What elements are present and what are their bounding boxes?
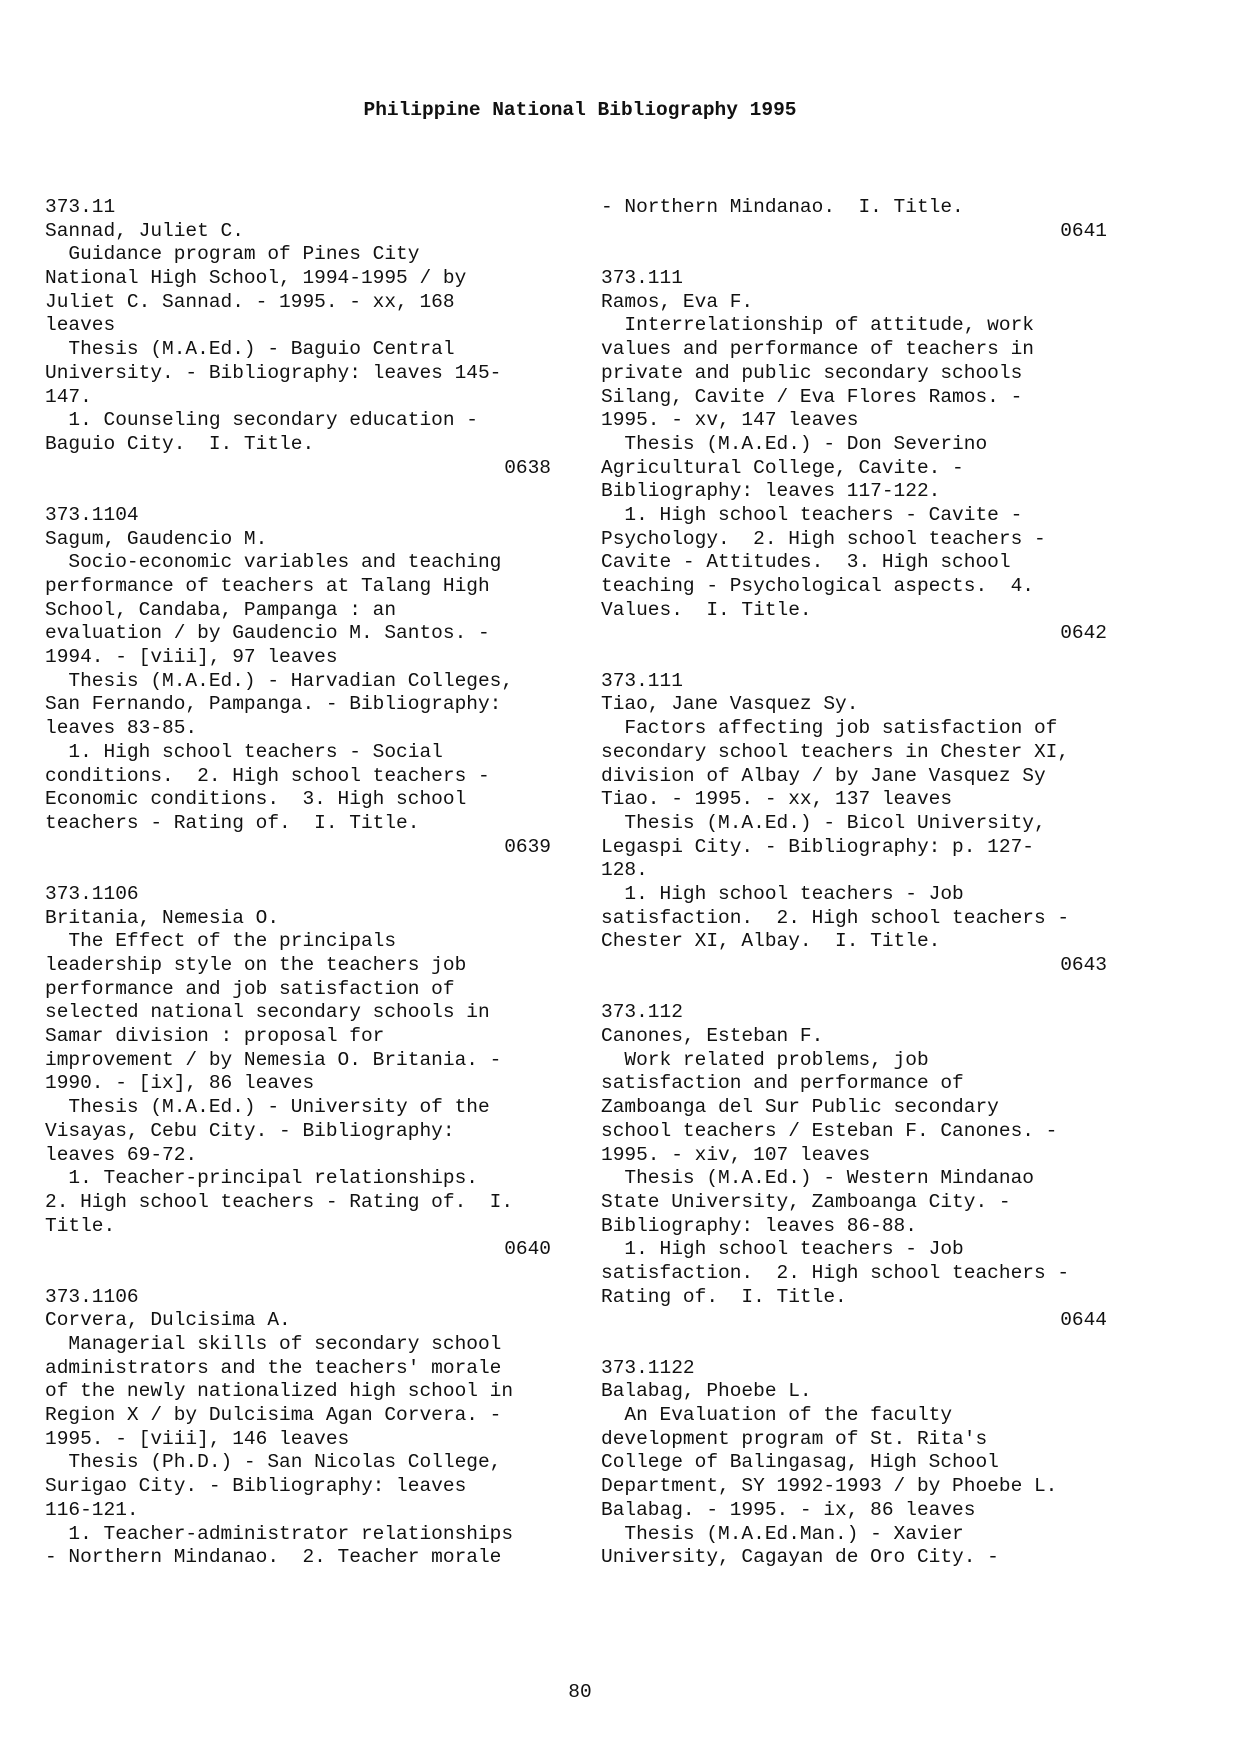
entry-line: 1994. - [viii], 97 leaves (45, 646, 338, 669)
entry-line: Tiao, Jane Vasquez Sy. (601, 693, 859, 716)
entry-line: Chester XI, Albay. I. Title. (601, 930, 941, 953)
entry-spacer (601, 1333, 1121, 1357)
entry-line: 1. Teacher-administrator relationships (45, 1522, 514, 1545)
entry-line: evaluation / by Gaudencio M. Santos. - (45, 622, 490, 645)
entry-number: 0638 (504, 456, 551, 479)
entry-line: 2. High school teachers - Rating of. I. (45, 1190, 514, 1213)
bibliography-entry (45, 1286, 565, 1570)
entry-line: Thesis (M.A.Ed.) - University of the (45, 1096, 490, 1119)
entry-line: Region X / by Dulcisima Agan Corvera. - (45, 1404, 502, 1427)
entry-line: Economic conditions. 3. High school (45, 788, 467, 811)
entry-line: Department, SY 1992-1993 / by Phoebe L. (601, 1475, 1058, 1498)
entry-line: Corvera, Dulcisima A. (45, 1309, 291, 1332)
entry-line: 1. High school teachers - Social (45, 740, 443, 763)
entry-line: administrators and the teachers' morale (45, 1356, 502, 1379)
entry-line: development program of St. Rita's (601, 1427, 988, 1450)
entry-line: leaves 69-72. (45, 1143, 198, 1166)
entry-line: Balabag, Phoebe L. (601, 1380, 812, 1403)
page-title: Philippine National Bibliography 1995 (363, 99, 797, 121)
entry-line: teachers - Rating of. I. Title. (45, 811, 420, 834)
entry-line: Ramos, Eva F. (601, 290, 754, 313)
entry-line: - Northern Mindanao. 2. Teacher morale (45, 1546, 502, 1569)
entry-line: Bibliography: leaves 86-88. (601, 1214, 917, 1237)
bibliography-entry (45, 883, 565, 1262)
bibliography-entry (601, 1001, 1121, 1333)
entry-number: 0642 (1060, 622, 1107, 645)
entry-line: University. - Bibliography: leaves 145- (45, 361, 502, 384)
entry-line: 1990. - [ix], 86 leaves (45, 1072, 315, 1095)
entry-line: performance of teachers at Talang High (45, 575, 490, 597)
entry-spacer (601, 243, 1121, 267)
entry-line: Baguio City. I. Title. (45, 432, 315, 455)
entry-line: 116-121. (45, 1498, 139, 1521)
entry-line: Managerial skills of secondary school (45, 1333, 502, 1355)
entry-line: Juliet C. Sannad. - 1995. - xx, 168 (45, 290, 455, 313)
entry-line: Silang, Cavite / Eva Flores Ramos. - (601, 385, 1023, 408)
entry-line: 373.1104 (45, 503, 139, 526)
entry-line: Bibliography: leaves 117-122. (601, 480, 941, 503)
entry-line: Sannad, Juliet C. (45, 219, 244, 242)
entry-line: Cavite - Attitudes. 3. High school (601, 551, 1011, 574)
bibliography-entry (45, 196, 565, 480)
entry-line: 1. Teacher-principal relationships. (45, 1167, 478, 1190)
entry-line: Thesis (M.A.Ed.) - Harvadian Colleges, (45, 669, 514, 692)
entry-line: Tiao. - 1995. - xx, 137 leaves (601, 788, 953, 811)
entry-line: satisfaction. 2. High school teachers - (601, 906, 1070, 929)
entry-line: 373.112 (601, 1001, 683, 1024)
entry-line: University, Cagayan de Oro City. - (601, 1546, 999, 1569)
entry-line: Surigao City. - Bibliography: leaves (45, 1475, 467, 1498)
entry-line: Socio-economic variables and teaching (45, 551, 502, 574)
entry-line: conditions. 2. High school teachers - (45, 764, 490, 787)
entry-line: Legaspi City. - Bibliography: p. 127- (601, 835, 1034, 858)
page-number: 80 (568, 1681, 592, 1703)
entry-line: Canones, Esteban F. (601, 1025, 824, 1048)
bibliography-entry (601, 1357, 1121, 1570)
entry-line: 373.111 (601, 669, 683, 692)
entry-line: Psychology. 2. High school teachers - (601, 527, 1046, 550)
entry-line: division of Albay / by Jane Vasquez Sy (601, 764, 1046, 787)
entry-line: Thesis (M.A.Ed.Man.) - Xavier (601, 1522, 964, 1545)
entry-line: selected national secondary schools in (45, 1001, 490, 1024)
entry-line: State University, Zamboanga City. - (601, 1190, 1011, 1213)
entry-line: 373.1106 (45, 882, 139, 905)
entry-line: Sagum, Gaudencio M. (45, 527, 268, 550)
entry-number: 0639 (504, 835, 551, 858)
entry-line: Visayas, Cebu City. - Bibliography: (45, 1119, 455, 1142)
entry-line: Thesis (M.A.Ed.) - Bicol University, (601, 811, 1046, 834)
entry-line: Britania, Nemesia O. (45, 906, 280, 929)
entry-line: Balabag. - 1995. - ix, 86 leaves (601, 1498, 976, 1521)
entry-number: 0643 (1060, 954, 1107, 976)
entry-line: 1995. - xiv, 107 leaves (601, 1143, 871, 1166)
entry-line: 373.111 (601, 267, 683, 290)
entry-line: satisfaction. 2. High school teachers - (601, 1261, 1070, 1284)
entry-line: The Effect of the principals (45, 930, 397, 953)
entry-line: school teachers / Esteban F. Canones. - (601, 1119, 1058, 1142)
right-column (601, 196, 1121, 1570)
entry-number: 0640 (504, 1238, 551, 1261)
entry-line: leaves 83-85. (45, 717, 198, 740)
entry-line: 1. High school teachers - Job (601, 882, 964, 905)
entry-line: Samar division : proposal for (45, 1025, 385, 1048)
entry-line: Thesis (Ph.D.) - San Nicolas College, (45, 1451, 502, 1474)
bibliography-entry (45, 504, 565, 859)
entry-number: 0644 (1060, 1309, 1107, 1332)
entry-line: leadership style on the teachers job (45, 954, 467, 976)
entry-line: performance and job satisfaction of (45, 977, 455, 1000)
entry-line: secondary school teachers in Chester XI, (601, 740, 1070, 763)
entry-line: values and performance of teachers in (601, 338, 1034, 361)
entry-line: 1995. - xv, 147 leaves (601, 409, 859, 432)
entry-line: College of Balingasag, High School (601, 1451, 999, 1474)
entry-line: Work related problems, job (601, 1048, 929, 1071)
entry-line: Factors affecting job satisfaction of (601, 717, 1058, 740)
entry-line: 373.1106 (45, 1285, 139, 1308)
entry-line: San Fernando, Pampanga. - Bibliography: (45, 693, 502, 716)
entry-line: Rating of. I. Title. (601, 1285, 847, 1308)
entry-spacer (45, 859, 565, 883)
entry-line: of the newly nationalized high school in (45, 1380, 514, 1403)
entry-line: Thesis (M.A.Ed.) - Baguio Central (45, 338, 455, 361)
entry-line: 373.11 (45, 196, 116, 218)
entry-line: Zamboanga del Sur Public secondary (601, 1096, 999, 1119)
entry-line: Thesis (M.A.Ed.) - Western Mindanao (601, 1167, 1034, 1190)
entry-line: 1. High school teachers - Job (601, 1238, 964, 1261)
entry-number: 0641 (1060, 219, 1107, 242)
entry-spacer (45, 480, 565, 504)
entry-line: improvement / by Nemesia O. Britania. - (45, 1048, 502, 1071)
entry-line: 147. (45, 385, 92, 408)
entry-line: An Evaluation of the faculty (601, 1404, 953, 1427)
entry-line: 373.1122 (601, 1356, 695, 1379)
left-column (45, 196, 565, 1570)
entry-line: Interrelationship of attitude, work (601, 314, 1034, 337)
entry-line: leaves (45, 314, 116, 337)
entry-line: satisfaction and performance of (601, 1072, 964, 1095)
entry-line: Thesis (M.A.Ed.) - Don Severino (601, 432, 988, 455)
entry-line: 1995. - [viii], 146 leaves (45, 1427, 350, 1450)
entry-line: Guidance program of Pines City (45, 243, 420, 266)
bibliography-entry (601, 267, 1121, 646)
bibliography-entry (601, 196, 1121, 243)
entry-line: Values. I. Title. (601, 598, 812, 621)
bibliography-entry (601, 670, 1121, 978)
entry-spacer (601, 978, 1121, 1002)
entry-line: teaching - Psychological aspects. 4. (601, 575, 1034, 597)
entry-line: 1. High school teachers - Cavite - (601, 503, 1023, 526)
entry-spacer (45, 1262, 565, 1286)
entry-line: Agricultural College, Cavite. - (601, 456, 964, 479)
entry-line: 128. (601, 859, 648, 882)
entry-line: private and public secondary schools (601, 361, 1023, 384)
entry-line: Title. (45, 1214, 116, 1237)
entry-spacer (601, 646, 1121, 670)
entry-line: National High School, 1994-1995 / by (45, 267, 467, 290)
entry-line: - Northern Mindanao. I. Title. (601, 196, 964, 218)
entry-line: 1. Counseling secondary education - (45, 409, 478, 432)
entry-line: School, Candaba, Pampanga : an (45, 598, 397, 621)
